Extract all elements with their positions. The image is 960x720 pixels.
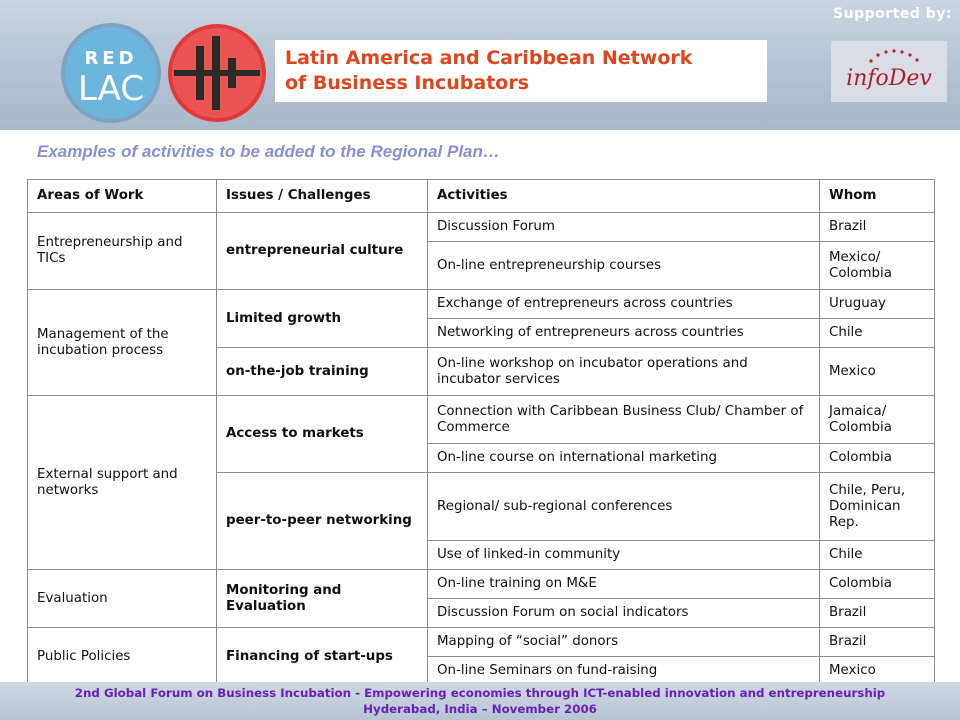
activity-cell: Mapping of “social” donors <box>428 628 820 657</box>
area-cell: Evaluation <box>28 570 217 628</box>
issue-cell: Financing of start-ups <box>217 628 428 686</box>
whom-cell: Mexico <box>820 657 935 686</box>
whom-cell: Brazil <box>820 213 935 242</box>
redlac-bars-logo <box>166 22 268 124</box>
infodev-logo-text: infoDev <box>846 66 932 91</box>
whom-cell: Mexico <box>820 348 935 396</box>
table-row <box>28 570 935 599</box>
activity-cell: Exchange of entrepreneurs across countries <box>428 290 820 319</box>
redlac-logo <box>58 20 164 126</box>
header-banner <box>0 0 960 130</box>
supported-by-label: Supported by: <box>833 6 952 22</box>
activity-cell: On-line Seminars on fund-raising <box>428 657 820 686</box>
table-row <box>28 290 935 319</box>
issue-cell: Access to markets <box>217 396 428 473</box>
whom-cell: Chile, Peru, Dominican Rep. <box>820 473 935 541</box>
whom-cell: Chile <box>820 319 935 348</box>
area-cell: Entrepreneurship and TICs <box>28 213 217 290</box>
table-header-row <box>28 180 935 213</box>
table-row <box>28 628 935 657</box>
section-subtitle: Examples of activities to be added to the Regional Plan… <box>37 142 500 161</box>
activity-cell: Use of linked-in community <box>428 541 820 570</box>
whom-cell: Brazil <box>820 628 935 657</box>
redlac-logo-red-text: RED <box>84 48 138 69</box>
redlac-logo-lac-text: LAC <box>77 69 145 109</box>
table-row <box>28 396 935 444</box>
footer-event-title: 2nd Global Forum on Business Incubation - Empowering economies through ICT-enabled innovation and entrepreneurship <box>74 686 886 700</box>
whom-cell: Chile <box>820 541 935 570</box>
footer-event-location: Hyderabad, India – November 2006 <box>363 702 597 716</box>
activity-cell: Connection with Caribbean Business Club/ Chamber of Commerce <box>428 396 820 444</box>
activity-cell: On-line entrepreneurship courses <box>428 242 820 290</box>
issue-cell: Limited growth <box>217 290 428 348</box>
whom-cell: Brazil <box>820 599 935 628</box>
issue-cell: peer-to-peer networking <box>217 473 428 570</box>
activity-cell: Regional/ sub-regional conferences <box>428 473 820 541</box>
activity-cell: On-line workshop on incubator operations and incubator services <box>428 348 820 396</box>
area-cell: External support and networks <box>28 396 217 570</box>
whom-cell: Colombia <box>820 570 935 599</box>
whom-cell: Uruguay <box>820 290 935 319</box>
header-issues-challenges: Issues / Challenges <box>217 180 428 213</box>
activity-cell: On-line course on international marketing <box>428 444 820 473</box>
network-title-box <box>275 40 767 102</box>
header-whom: Whom <box>820 180 935 213</box>
network-title-line2: of Business Incubators <box>285 72 530 94</box>
activity-cell: Networking of entrepreneurs across countries <box>428 319 820 348</box>
area-cell: Management of the incubation process <box>28 290 217 396</box>
header-areas-of-work: Areas of Work <box>28 180 217 213</box>
whom-cell: Jamaica/ Colombia <box>820 396 935 444</box>
whom-cell: Mexico/ Colombia <box>820 242 935 290</box>
area-cell: Public Policies <box>28 628 217 686</box>
issue-cell: entrepreneurial culture <box>217 213 428 290</box>
activity-cell: On-line training on M&E <box>428 570 820 599</box>
whom-cell: Colombia <box>820 444 935 473</box>
issue-cell: on-the-job training <box>217 348 428 396</box>
regional-plan-table <box>27 179 935 686</box>
infodev-logo <box>831 41 947 102</box>
footer-banner <box>0 682 960 720</box>
network-title-line1: Latin America and Caribbean Network <box>285 47 693 69</box>
table-row <box>28 213 935 242</box>
activity-cell: Discussion Forum on social indicators <box>428 599 820 628</box>
issue-cell: Monitoring and Evaluation <box>217 570 428 628</box>
header-activities: Activities <box>428 180 820 213</box>
activity-cell: Discussion Forum <box>428 213 820 242</box>
